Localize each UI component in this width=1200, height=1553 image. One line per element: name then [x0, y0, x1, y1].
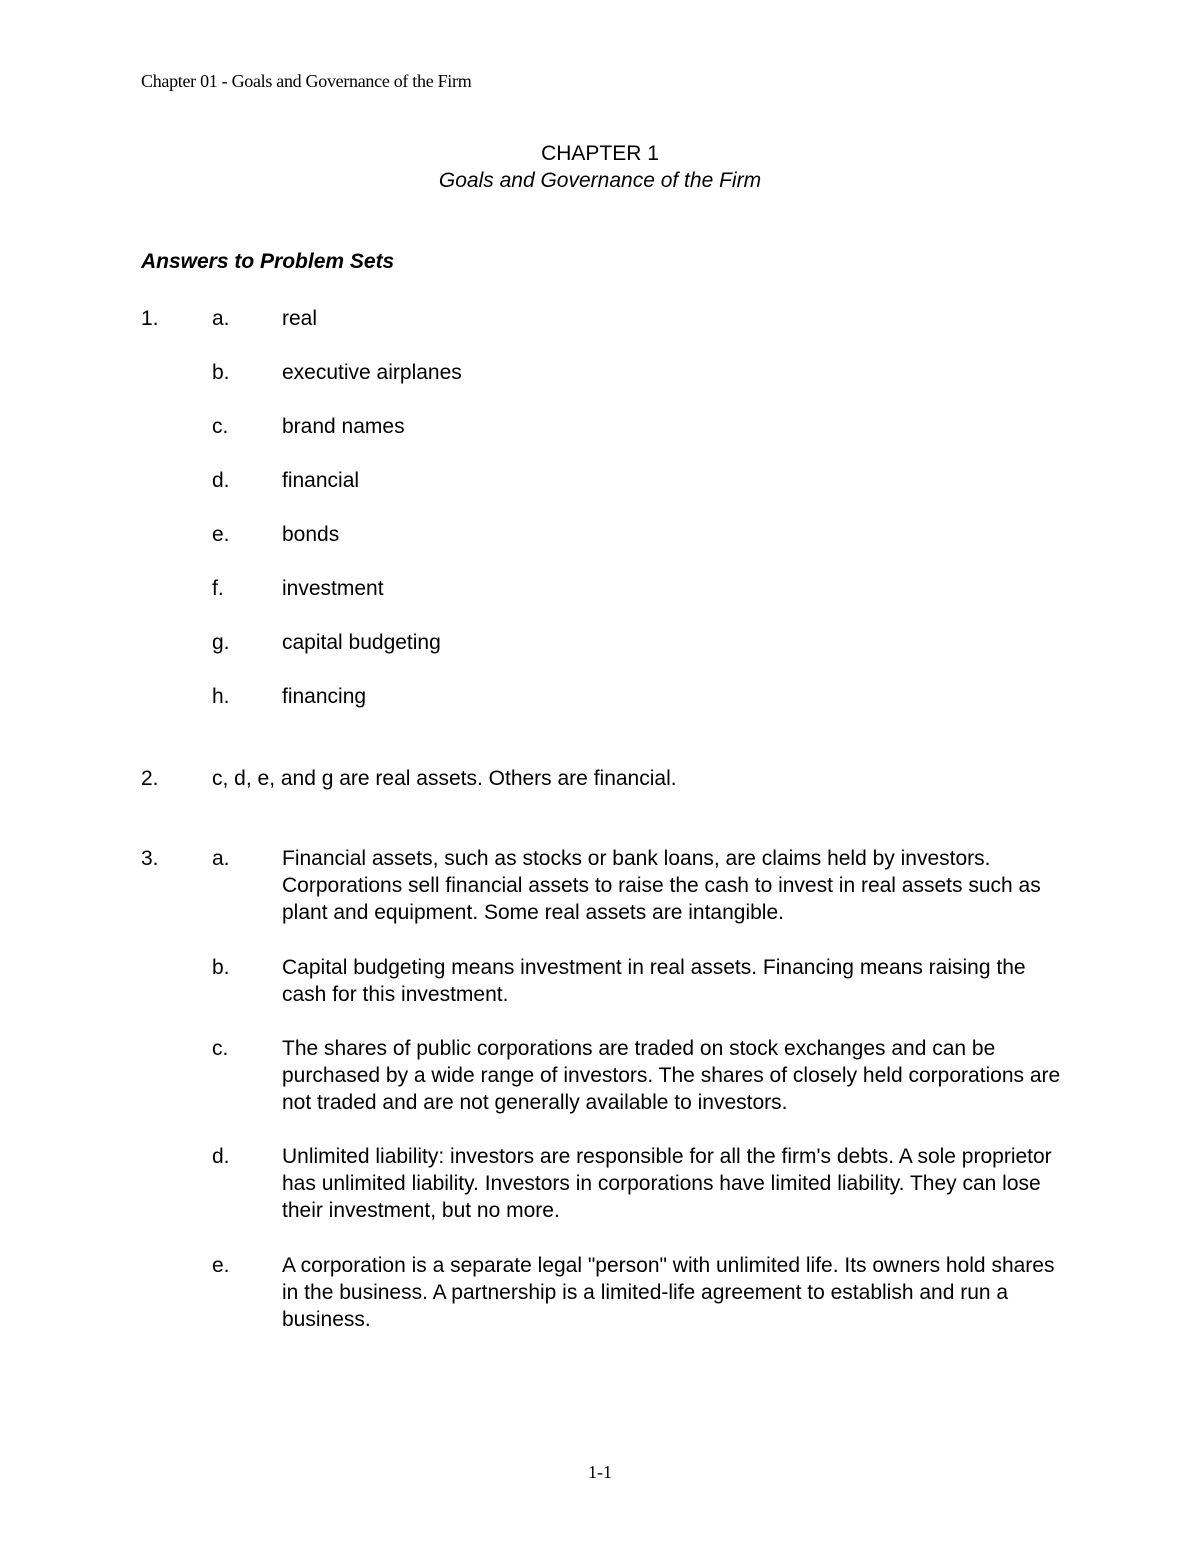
item-text: brand names: [282, 415, 405, 438]
item-text: bonds: [282, 523, 340, 546]
problem-text: c, d, e, and g are real assets. Others are financial.: [212, 767, 677, 790]
item-text: Financial assets, such as stocks or bank loans, are claims held by investors. Corporations sell financial assets to raise the cash to invest in real assets such as plant and equipment. Some real assets are intangible.: [282, 847, 1041, 924]
item-letter: d.: [212, 1145, 230, 1168]
item-text: financial: [282, 469, 360, 492]
item-letter: f.: [212, 577, 224, 600]
item-text: A corporation is a separate legal "person" with unlimited life. Its owners hold shares in the business. A partnership is a limited-life agreement to establish and run a business.: [282, 1254, 1055, 1331]
item-letter: h.: [212, 685, 230, 708]
problem-number: 1.: [141, 307, 159, 330]
item-letter: d.: [212, 469, 230, 492]
item-letter: c.: [212, 1037, 229, 1060]
chapter-title: CHAPTER 1: [541, 142, 659, 165]
item-text: Capital budgeting means investment in real assets. Financing means raising the cash for this investment.: [282, 956, 1026, 1006]
section-heading: Answers to Problem Sets: [141, 250, 395, 273]
item-letter: b.: [212, 361, 230, 384]
problem-number: 2.: [141, 767, 159, 790]
problem-number: 3.: [141, 847, 159, 870]
item-text: financing: [282, 685, 367, 708]
item-letter: e.: [212, 1254, 230, 1277]
item-text: executive airplanes: [282, 361, 462, 384]
chapter-subtitle: Goals and Governance of the Firm: [438, 169, 762, 192]
item-letter: a.: [212, 307, 230, 330]
item-text: capital budgeting: [282, 631, 441, 654]
item-letter: b.: [212, 956, 230, 979]
running-header: Chapter 01 - Goals and Governance of the Firm: [141, 71, 472, 91]
item-letter: a.: [212, 847, 230, 870]
item-text: Unlimited liability: investors are responsible for all the firm's debts. A sole proprietor has unlimited liability. Investors in corporations have limited liability. They can lose their investment, but no more.: [282, 1145, 1052, 1222]
item-text: real: [282, 307, 318, 330]
item-text: investment: [282, 577, 384, 600]
item-letter: c.: [212, 415, 229, 438]
item-letter: e.: [212, 523, 230, 546]
item-text: The shares of public corporations are traded on stock exchanges and can be purchased by a wide range of investors. The shares of closely held corporations are not traded and are not generally available to investors.: [282, 1037, 1061, 1114]
page-number: 1-1: [588, 1462, 612, 1482]
item-letter: g.: [212, 631, 230, 654]
